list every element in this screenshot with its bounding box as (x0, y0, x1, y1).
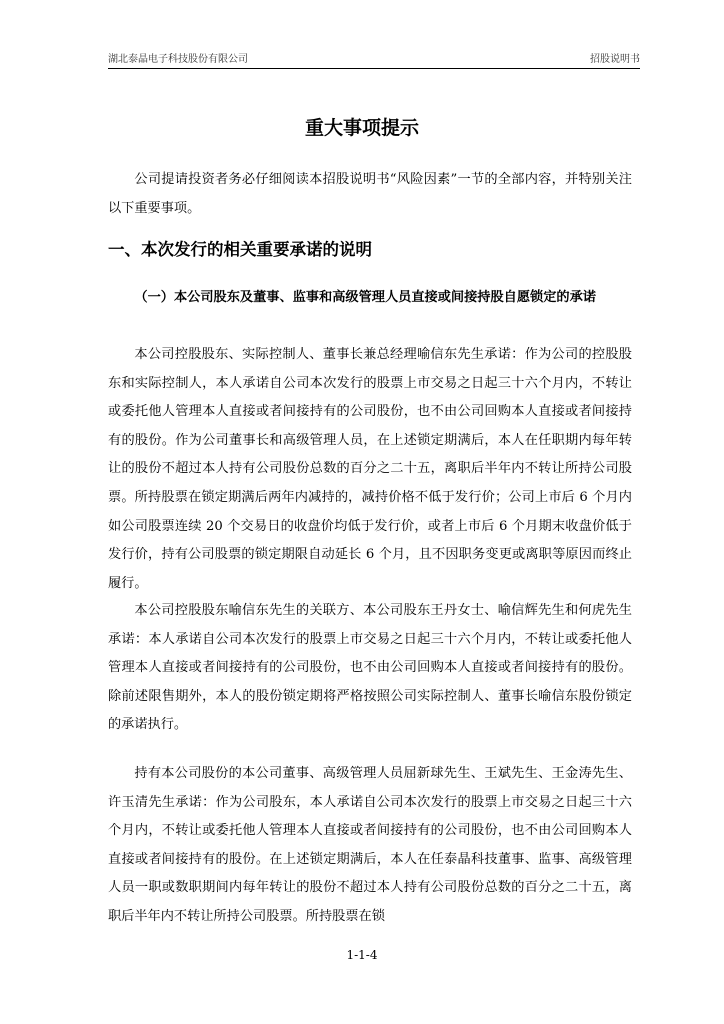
body-paragraph: 本公司控股股东、实际控制人、董事长兼总经理喻信东先生承诺：作为公司的控股股东和实际控制人，本人承诺自公司本次发行的股票上市交易之日起三十六个月内，不转让或委托他人管理本人直接或者间接持有的公司股份，也不由公司回购本人直接或者间接持有的股份。作为公司董事长和高级管理人员，在上述锁定期满后，本人在任职期内每年转让的股份不超过本人持有公司股份总数的百分之二十五，离职后半年内不转让所持公司股票。所持股票在锁定期满后两年内减持的，减持价格不低于发行价；公司上市后 6 个月内如公司股票连续 20 个交易日的收盘价均低于发行价，或者上市后 6 个月期末收盘价低于发行价，持有公司股票的锁定期限自动延长 6 个月，且不因职务变更或离职等原因而终止履行。 (108, 347, 632, 591)
page-title: 重大事项提示 (304, 117, 419, 139)
header-company-name: 湖北泰晶电子科技股份有限公司 (108, 54, 248, 65)
intro-paragraph: 公司提请投资者务必仔细阅读本招股说明书“风险因素”一节的全部内容，并特别关注以下重要事项。 (108, 172, 632, 216)
page-header (108, 50, 640, 69)
subsection-heading: （一）本公司股东及董事、监事和高级管理人员直接或间接持股自愿锁定的承诺 (134, 290, 596, 305)
page-number: 1-1-4 (346, 948, 378, 962)
body-paragraph: 持有本公司股份的本公司董事、高级管理人员屈新球先生、王斌先生、王金涛先生、许玉清先生承诺：作为公司股东，本人承诺自公司本次发行的股票上市交易之日起三十六个月内，不转让或委托他人管理本人直接或者间接持有的公司股份，也不由公司回购本人直接或者间接持有的股份。在上述锁定期满后，本人在任泰晶科技董事、监事、高级管理人员一职或数职期间内每年转让的股份不超过本人持有公司股份总数的百分之二十五，离职后半年内不转让所持公司股票。所持股票在锁 (108, 766, 632, 924)
section-heading: 一、本次发行的相关重要承诺的说明 (108, 240, 372, 259)
header-document-type: 招股说明书 (590, 54, 640, 65)
body-paragraph: 本公司控股股东喻信东先生的关联方、本公司股东王丹女士、喻信辉先生和何虎先生承诺：本人承诺自公司本次发行的股票上市交易之日起三十六个月内，不转让或委托他人管理本人直接或者间接持有的公司股份，也不由公司回购本人直接或者间接持有的股份。除前述限售期外，本人的股份锁定期将严格按照公司实际控制人、董事长喻信东股份锁定的承诺执行。 (108, 603, 632, 733)
